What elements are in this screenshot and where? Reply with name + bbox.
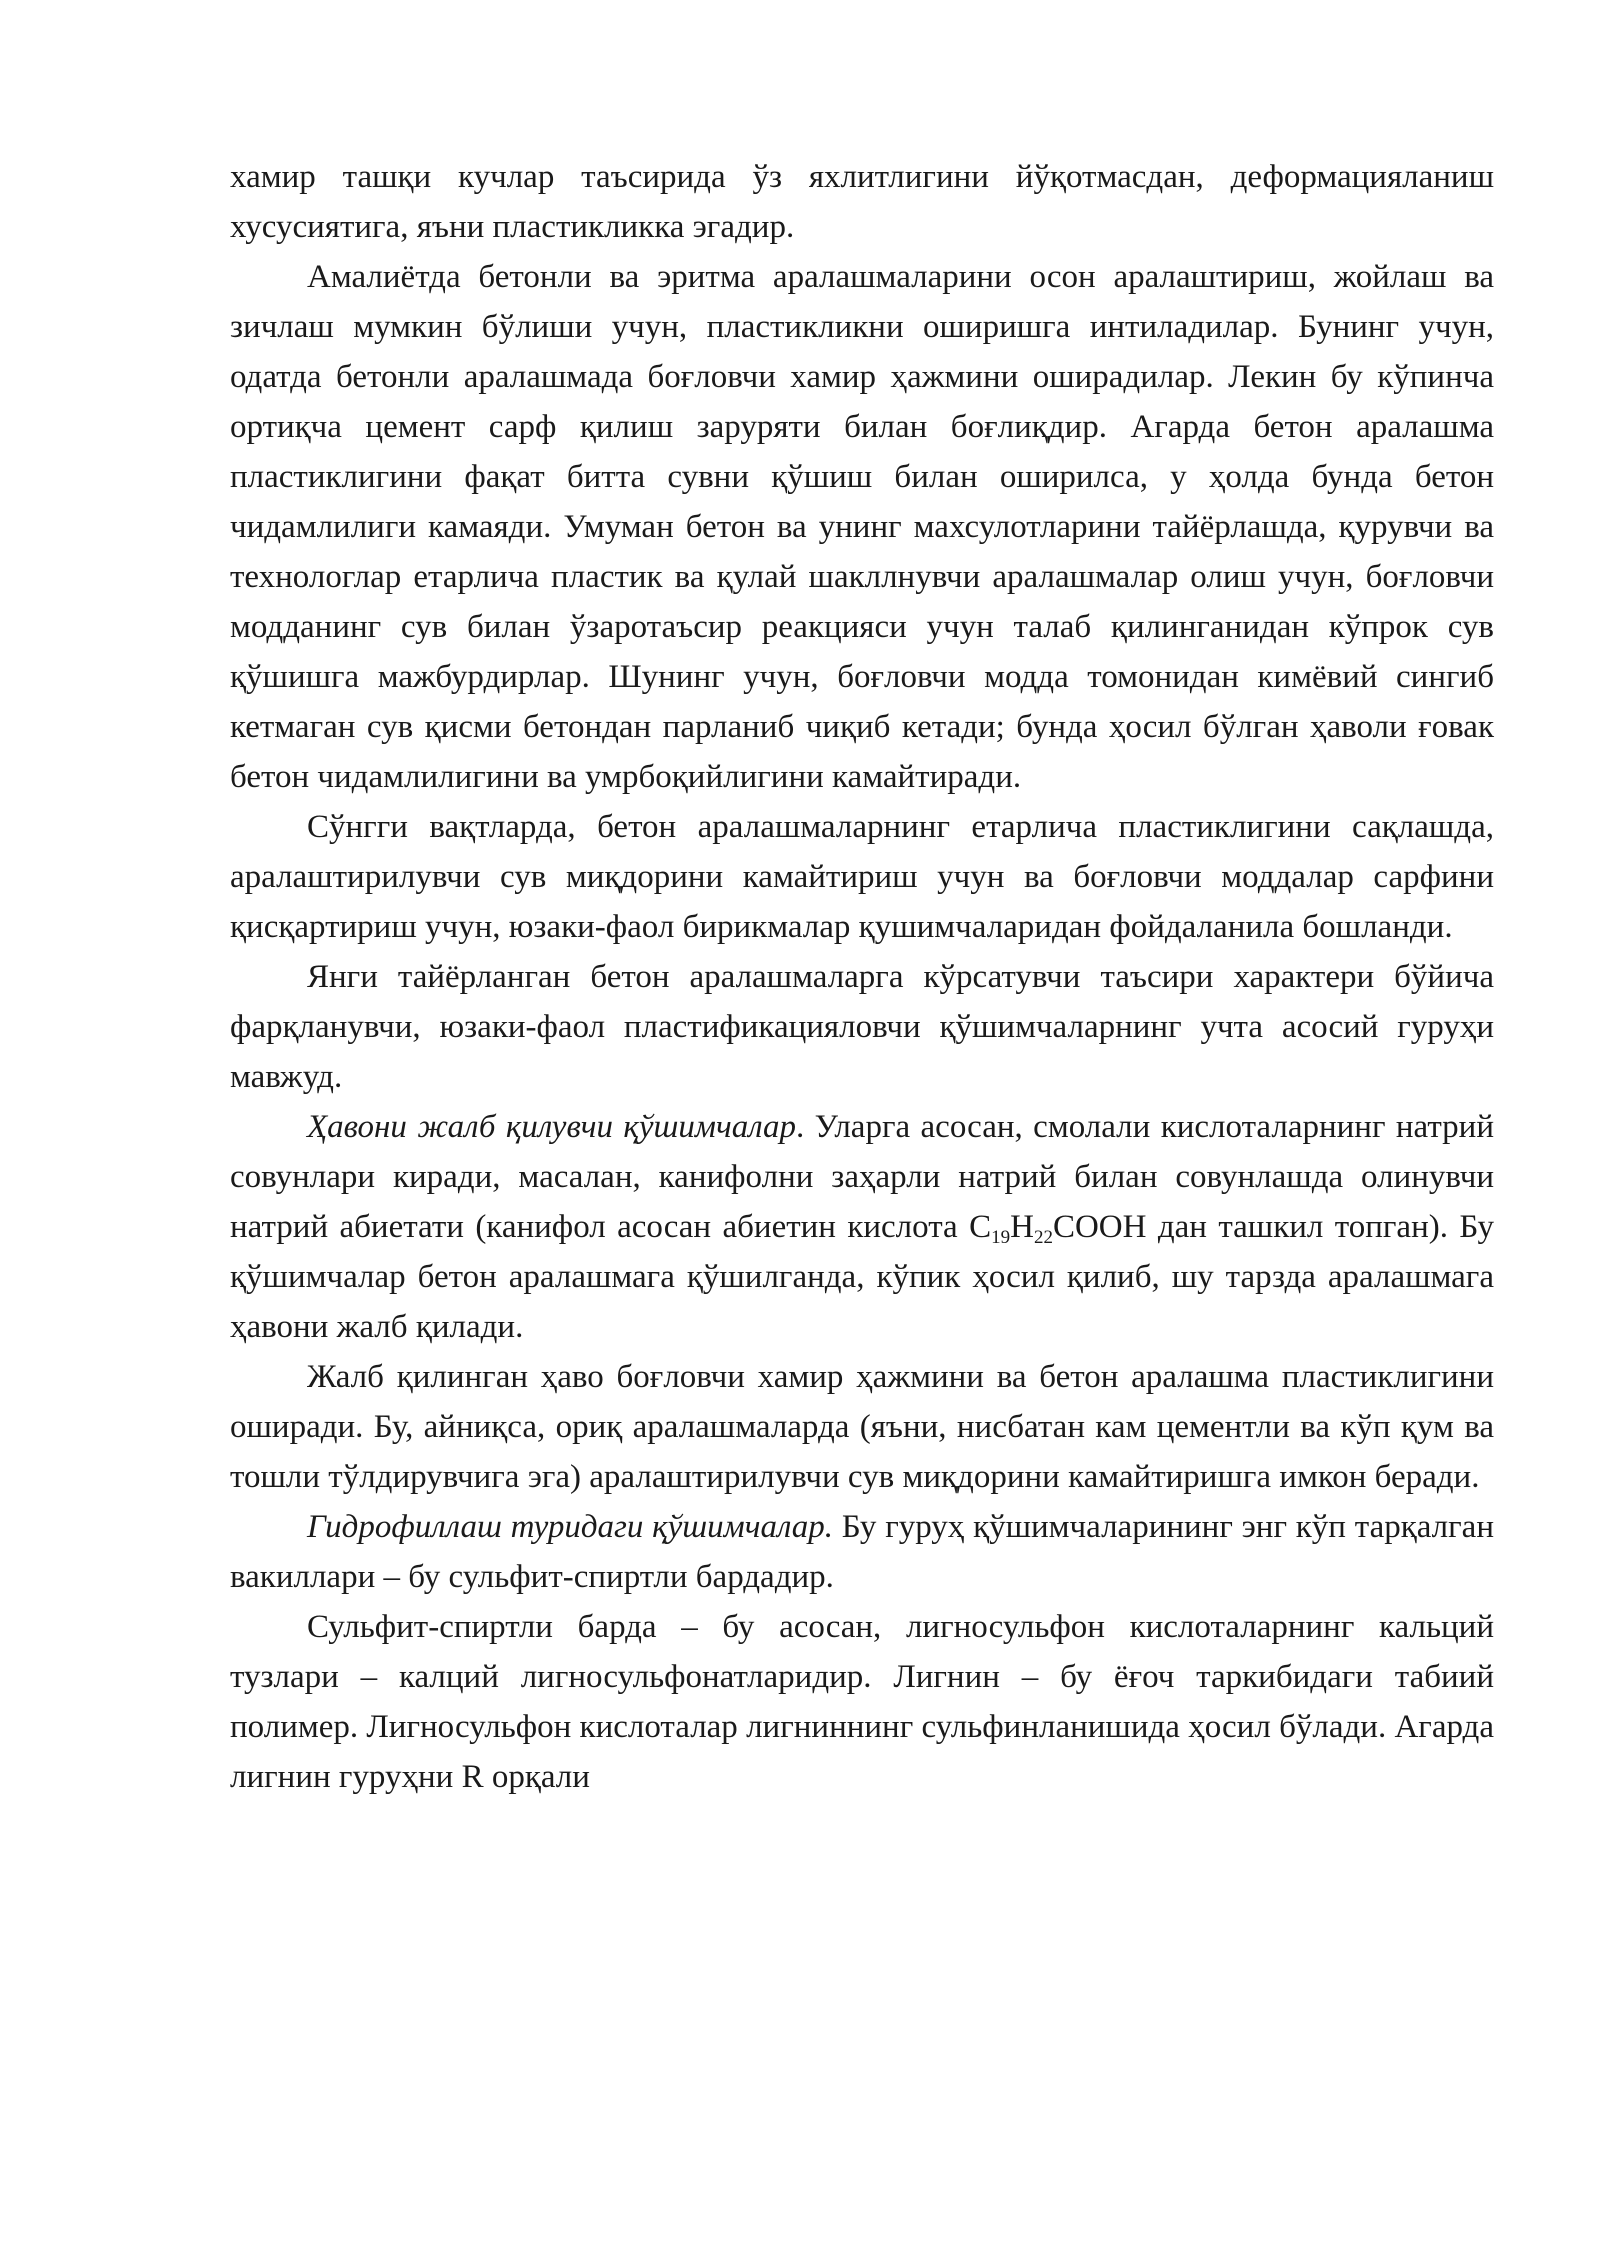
paragraph-text: Жалб қилинган ҳаво боғловчи хамир ҳажмини ва бетон аралашма пластиклигини оширади. Бу, айниқса, ориқ аралашмаларда (яъни, нисбатан кам цементли ва кўп қум ва тошли тўлдирувчига эга) аралаштирилувчи сув миқдорини камайтиришга имкон беради. [230,1359,1494,1495]
formula-part: H [1010,1209,1034,1245]
paragraph-4 [230,952,1494,1102]
paragraph-text: хамир ташқи кучлар таъсирида ўз яхлитлигини йўқотмасдан, деформацияланиш хусусиятига, яъни пластикликка эгадир. [230,159,1494,245]
document-page [230,152,1494,1802]
paragraph-text: Сульфит-спиртли барда – бу асосан, лигносульфон кислоталарнинг кальций тузлари – калций лигносульфонатларидир. Лигнин – бу ёғоч таркибидаги табиий полимер. Лигносульфон кислоталар лигниннинг сульфинланишида ҳосил бўлади. Агарда лигнин гуруҳни R орқали [230,1609,1494,1795]
paragraph-1 [230,152,1494,252]
paragraph-5 [230,1102,1494,1352]
subscript: 22 [1033,1227,1053,1248]
paragraph-2 [230,252,1494,802]
italic-term: Гидрофиллаш туридаги қўшимчалар. [307,1509,834,1545]
paragraph-8 [230,1602,1494,1802]
paragraph-text: Бу гуруҳ қўшимчаларининг энг кўп тарқалган вакиллари – бу сульфит-спиртли бардадир. [230,1509,1494,1595]
paragraph-text: Сўнгги вақтларда, бетон аралашмаларнинг етарлича пластиклигини сақлашда, аралаштирилувчи сув миқдорини камайтириш учун ва боғловчи моддалар сарфини қисқартириш учун, юзаки-фаол бирикмалар қушимчаларидан фойдаланила бошланди. [230,809,1494,945]
paragraph-text: Амалиётда бетонли ва эритма аралашмаларини осон аралаштириш, жойлаш ва зичлаш мумкин бўлиши учун, пластикликни оширишга интиладилар. Бунинг учун, одатда бетонли аралашмада боғловчи хамир ҳажмини оширадилар. Лекин бу кўпинча ортиқча цемент сарф қилиш заруряти билан боғлиқдир. Агарда бетон аралашма пластиклигини фақат битта сувни қўшиш билан оширилса, у ҳолда бунда бетон чидамлилиги камаяди. Умуман бетон ва унинг махсулотларини тайёрлашда, қурувчи ва технологлар етарлича пластик ва қулай шакллнувчи аралашмалар олиш учун, боғловчи модданинг сув билан ўзаротаъсир реакцияси учун талаб қилинганидан кўпрок сув қўшишга мажбурдирлар. Шунинг учун, боғловчи модда томонидан кимёвий сингиб кетмаган сув қисми бетондан парланиб чиқиб кетади; бунда ҳосил бўлган ҳаволи ғовак бетон чидамлилигини ва умрбоқийлигини камайтиради. [230,259,1494,795]
italic-term: Ҳавони жалб қилувчи қўшимчалар [307,1109,797,1145]
paragraph-text: COOH дан ташкил топган). Бу қўшимчалар бетон аралашмага қўшилганда, кўпик ҳосил қилиб, шу тарзда аралашмага ҳавони жалб қилади. [230,1209,1494,1345]
paragraph-3 [230,802,1494,952]
paragraph-text: Янги тайёрланган бетон аралашмаларга кўрсатувчи таъсири характери бўйича фарқланувчи, юзаки-фаол пластификацияловчи қўшимчаларнинг учта асосий гуруҳи мавжуд. [230,959,1494,1095]
paragraph-6 [230,1352,1494,1502]
paragraph-7 [230,1502,1494,1602]
subscript: 19 [991,1227,1011,1248]
paragraph-text: . Уларга асосан, смолали кислоталарнинг натрий совунлари киради, масалан, канифолни заҳарли натрий билан совунлашда олинувчи натрий абиетати (канифол асосан абиетин кислота C [230,1109,1494,1245]
